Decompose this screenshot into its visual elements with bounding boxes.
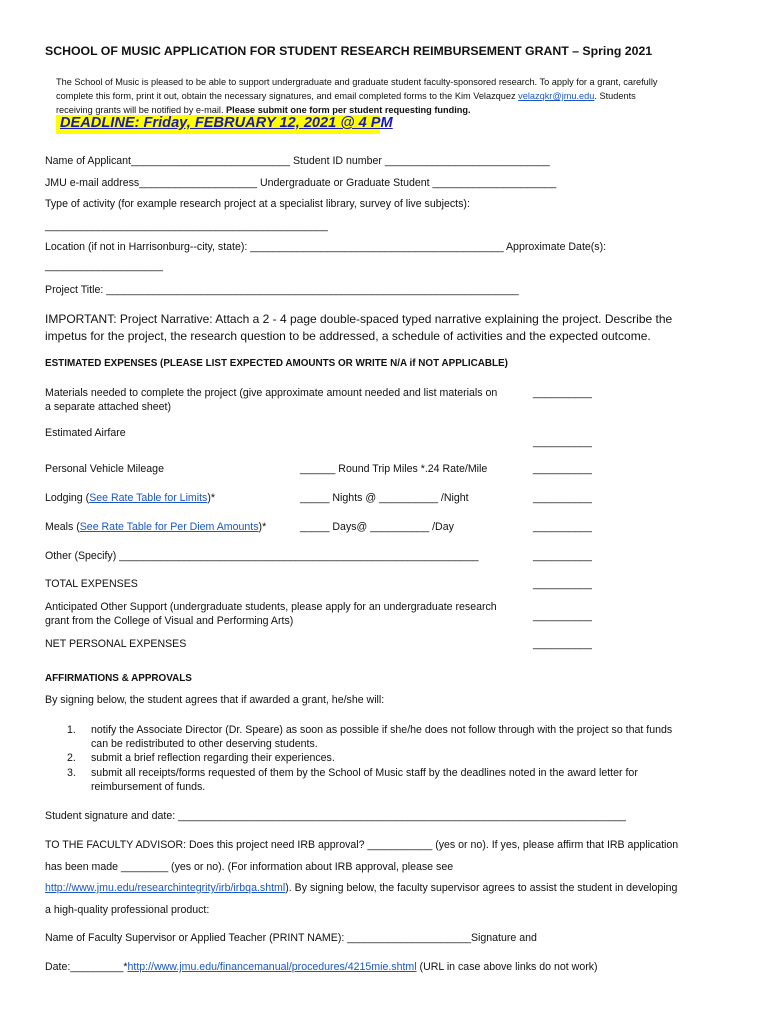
advisor-text: ). By signing below, the faculty supervisor agrees to assist the student in developing bbox=[285, 882, 678, 894]
affirmations-heading: AFFIRMATIONS & APPROVALS bbox=[45, 673, 192, 684]
net-label: NET PERSONAL EXPENSES bbox=[45, 638, 187, 650]
materials-label: Materials needed to complete the project (give approximate amount needed and list materials on bbox=[45, 387, 498, 399]
project-title-field[interactable]: Project Title: ______________________________________________________________________ bbox=[45, 284, 519, 296]
airfare-label: Estimated Airfare bbox=[45, 427, 126, 439]
date-line bbox=[45, 961, 598, 973]
affirmation-item-3: submit all receipts/forms requested of them by the School of Music staff by the deadlines noted in the award letter for bbox=[91, 767, 638, 779]
applicant-name-field[interactable]: Name of Applicant___________________________ Student ID number ____________________________ bbox=[45, 155, 550, 167]
meals-rate-link[interactable]: See Rate Table for Per Diem Amounts bbox=[79, 521, 259, 533]
mileage-amount[interactable]: __________ bbox=[533, 463, 592, 475]
lodging-label bbox=[45, 492, 215, 504]
other-field[interactable]: Other (Specify) _____________________________________________________________ bbox=[45, 550, 479, 562]
deadline-text: DEADLINE: Friday, FEBRUARY 12, 2021 @ 4 PM bbox=[60, 115, 393, 131]
url-note: (URL in case above links do not work) bbox=[416, 961, 598, 973]
intro-paragraph bbox=[56, 75, 657, 117]
activity-type-field[interactable]: ________________________________________________ bbox=[45, 220, 328, 232]
intro-line-2 bbox=[56, 89, 657, 103]
intro-text: complete this form, print it out, obtain the necessary signatures, and email completed forms to the Kim Velazquez bbox=[56, 91, 519, 101]
airfare-amount[interactable]: __________ bbox=[533, 436, 592, 448]
lodging-detail[interactable]: _____ Nights @ __________ /Night bbox=[300, 492, 469, 504]
contact-email-link[interactable]: velazqkr@jmu.edu bbox=[518, 91, 595, 101]
meals-text: )* bbox=[258, 521, 267, 533]
affirmation-item-1: notify the Associate Director (Dr. Speare) as soon as possible if she/he does not follow through with the project so that funds bbox=[91, 724, 673, 736]
form-title: SCHOOL OF MUSIC APPLICATION FOR STUDENT RESEARCH REIMBURSEMENT GRANT – Spring 2021 bbox=[45, 44, 653, 58]
important-line-1: IMPORTANT: Project Narrative: Attach a 2 - 4 page double-spaced typed narrative explaining the project. Describe the bbox=[45, 312, 673, 326]
intro-text: . Students bbox=[594, 91, 636, 101]
activity-type-label: Type of activity (for example research project at a specialist library, survey of live subjects): bbox=[45, 198, 470, 210]
item-number: 3. bbox=[67, 767, 76, 779]
support-amount[interactable]: __________ bbox=[533, 610, 592, 622]
meals-amount[interactable]: __________ bbox=[533, 521, 592, 533]
affirmation-item-1-cont: can be redistributed to other deserving students. bbox=[91, 738, 318, 750]
affirmation-item-2: submit a brief reflection regarding their experiences. bbox=[91, 752, 335, 764]
lodging-amount[interactable]: __________ bbox=[533, 492, 592, 504]
support-label: Anticipated Other Support (undergraduate students, please apply for an undergraduate research bbox=[45, 601, 497, 613]
location-field[interactable]: Location (if not in Harrisonburg--city, state): ___________________________________________ Approximate Date(s): bbox=[45, 241, 607, 253]
other-amount[interactable]: __________ bbox=[533, 550, 592, 562]
important-note bbox=[45, 311, 672, 345]
meals-detail[interactable]: _____ Days@ __________ /Day bbox=[300, 521, 454, 533]
lodging-rate-link[interactable]: See Rate Table for Limits bbox=[89, 492, 208, 504]
supervisor-name-field[interactable]: Name of Faculty Supervisor or Applied Teacher (PRINT NAME): _____________________Signature and bbox=[45, 932, 537, 944]
meals-label bbox=[45, 521, 266, 533]
total-label: TOTAL EXPENSES bbox=[45, 578, 138, 590]
date-field[interactable]: Date:_________* bbox=[45, 961, 128, 973]
support-label-cont: grant from the College of Visual and Performing Arts) bbox=[45, 615, 294, 627]
submit-note: Please submit one form per student requesting funding. bbox=[226, 105, 471, 115]
irb-info-line bbox=[45, 882, 677, 894]
total-amount[interactable]: __________ bbox=[533, 578, 592, 590]
intro-line-1: The School of Music is pleased to be able to support undergraduate and graduate student faculty-sponsored research. To apply for a grant, carefully bbox=[56, 77, 658, 87]
materials-label-cont: a separate attached sheet) bbox=[45, 401, 172, 413]
mileage-detail[interactable]: ______ Round Trip Miles *.24 Rate/Mile bbox=[300, 463, 488, 475]
affirmation-item-3-cont: reimbursement of funds. bbox=[91, 781, 206, 793]
lodging-text: Lodging ( bbox=[45, 492, 90, 504]
mileage-label: Personal Vehicle Mileage bbox=[45, 463, 164, 475]
item-number: 2. bbox=[67, 752, 76, 764]
irb-made-field[interactable]: has been made ________ (yes or no). (For information about IRB approval, please see bbox=[45, 861, 454, 873]
materials-amount[interactable]: __________ bbox=[533, 387, 592, 399]
important-line-2: impetus for the project, the research question to be addressed, a schedule of activities and the expected outcome. bbox=[45, 329, 651, 343]
intro-text: receiving grants will be notified by e-mail. bbox=[56, 105, 227, 115]
dates-field[interactable]: ____________________ bbox=[45, 260, 163, 272]
expenses-heading: ESTIMATED EXPENSES (PLEASE LIST EXPECTED AMOUNTS OR WRITE N/A if NOT APPLICABLE) bbox=[45, 358, 508, 369]
student-signature-field[interactable]: Student signature and date: ____________________________________________________________________________ bbox=[45, 810, 626, 822]
advisor-product-text: a high-quality professional product: bbox=[45, 904, 210, 916]
lodging-text: )* bbox=[207, 492, 216, 504]
meals-text: Meals ( bbox=[45, 521, 80, 533]
item-number: 1. bbox=[67, 724, 76, 736]
email-level-field[interactable]: JMU e-mail address____________________ Undergraduate or Graduate Student _____________________ bbox=[45, 177, 557, 189]
irb-question[interactable]: TO THE FACULTY ADVISOR: Does this project need IRB approval? ___________ (yes or no). If yes, please affirm that IRB application bbox=[45, 839, 679, 851]
irb-link[interactable]: http://www.jmu.edu/researchintegrity/irb/irbqa.shtml bbox=[45, 882, 286, 894]
finance-manual-link[interactable]: http://www.jmu.edu/financemanual/procedures/4215mie.shtml bbox=[127, 961, 417, 973]
net-amount[interactable]: __________ bbox=[533, 638, 592, 650]
affirmations-intro: By signing below, the student agrees that if awarded a grant, he/she will: bbox=[45, 694, 385, 706]
